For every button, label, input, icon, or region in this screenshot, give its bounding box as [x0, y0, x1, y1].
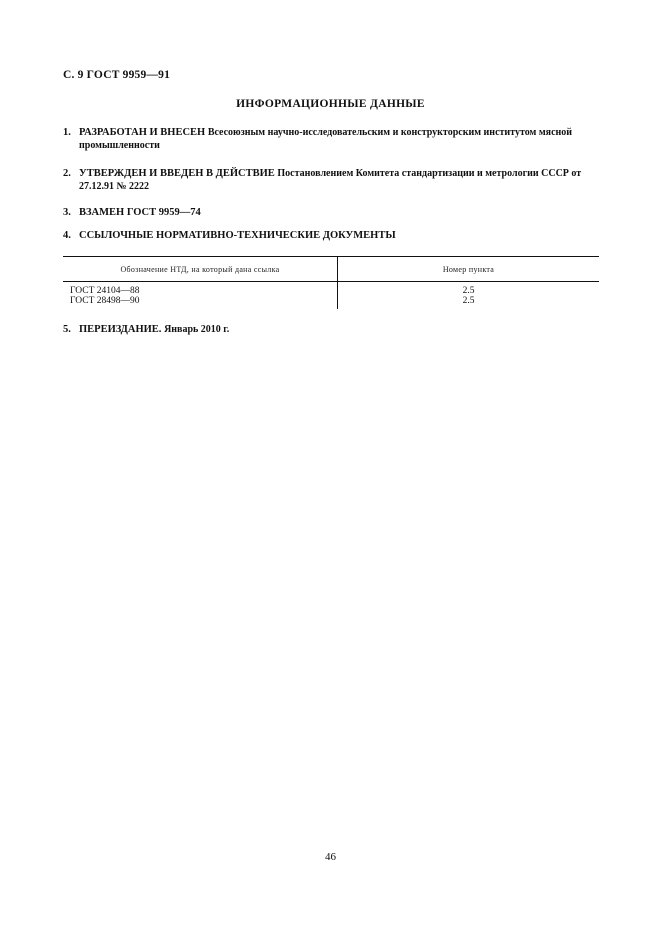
page-number: 46 [325, 851, 336, 863]
item-number: 3. [63, 207, 71, 218]
item-text: Январь 2010 г. [164, 324, 230, 335]
item-number: 2. [63, 168, 71, 179]
document-cell: ГОСТ 24104—88 [63, 282, 338, 297]
info-item-developed [63, 126, 608, 152]
item-text: Всесоюзным научно-исследовательским и конструкторским институтом мясной промышленности [79, 127, 573, 151]
table-row [63, 282, 599, 297]
page-header: С. 9 ГОСТ 9959—91 [63, 69, 171, 81]
references-table [63, 256, 599, 309]
item-lead: ВЗАМЕН ГОСТ 9959—74 [79, 207, 201, 218]
section-title: ИНФОРМАЦИОННЫЕ ДАННЫЕ [236, 98, 425, 110]
item-lead: ПЕРЕИЗДАНИЕ. [79, 324, 162, 335]
info-item-approved [63, 167, 608, 193]
item-text: Постановлением Комитета стандартизации и метрологии СССР от 27.12.91 № 2222 [79, 168, 582, 192]
clause-cell: 2.5 [462, 286, 475, 296]
table-row [63, 296, 599, 309]
item-lead: ССЫЛОЧНЫЕ НОРМАТИВНО-ТЕХНИЧЕСКИЕ ДОКУМЕНТЫ [79, 230, 396, 241]
info-item-replaces [63, 206, 608, 219]
item-lead: УТВЕРЖДЕН И ВВЕДЕН В ДЕЙСТВИЕ [79, 168, 275, 179]
item-number: 5. [63, 324, 71, 335]
info-item-references [63, 229, 608, 242]
item-number: 4. [63, 230, 71, 241]
clause-cell: 2.5 [462, 296, 475, 306]
info-item-reissue [63, 323, 608, 336]
document-cell: ГОСТ 28498—90 [63, 296, 338, 309]
item-number: 1. [63, 127, 71, 138]
table-header-row [63, 257, 599, 282]
column-header-document: Обозначение НТД, на который дана ссылка [63, 257, 338, 282]
column-header-clause: Номер пункта [338, 257, 600, 282]
item-lead: РАЗРАБОТАН И ВНЕСЕН [79, 127, 206, 138]
